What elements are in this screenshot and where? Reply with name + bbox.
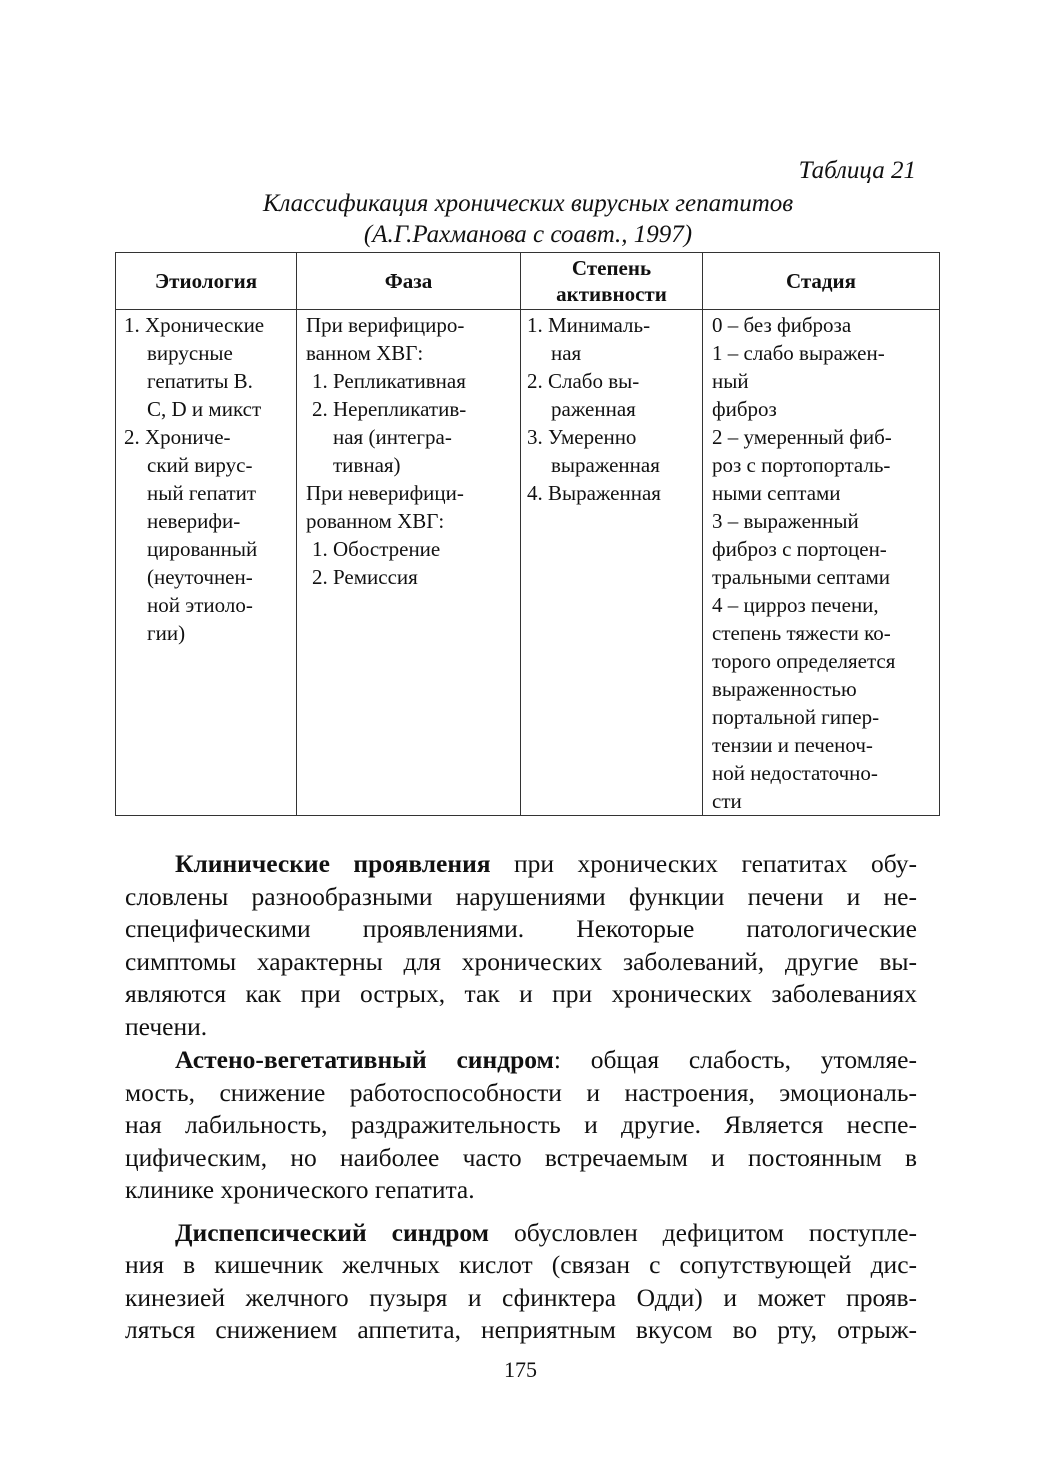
table-title-line: (А.Г.Рахманова с соавт., 1997)	[363, 221, 693, 248]
term-asthenic: Астено-вегетативный синдром	[175, 1045, 554, 1074]
body-text	[125, 848, 917, 1347]
paragraph-line: ния в кишечник желчных кислот (связан с сопутствующей дис-	[125, 1250, 917, 1279]
paragraph-asthenic	[125, 1044, 917, 1207]
cell-line: цированный	[147, 537, 258, 561]
paragraph-line: кинезией желчного пузыря и сфинктера Одди) и может прояв-	[125, 1282, 917, 1312]
paragraph-text: обусловлен дефицитом поступле-	[489, 1217, 917, 1247]
cell-line: 1 – слабо выражен-	[712, 341, 885, 365]
term-dyspeptic: Диспепсический синдром	[175, 1217, 490, 1247]
cell-line: вирусные	[147, 341, 233, 365]
cell-line: ными септами	[712, 481, 841, 505]
cell-line: 1. Минималь-	[527, 313, 651, 337]
cell-line: торого определяется	[712, 649, 896, 673]
table-title	[118, 188, 938, 250]
header-activity	[521, 253, 703, 310]
table-header-row	[116, 253, 940, 310]
paragraph-text: при хронических гепатитах обу-	[490, 849, 917, 878]
header-phase: Фаза	[297, 253, 521, 310]
cell-line: 1. Хронические	[124, 313, 265, 337]
cell-line: 2. Хрониче-	[124, 425, 231, 449]
cell-line: ванном ХВГ:	[306, 341, 424, 365]
cell-line: С, D и микст	[147, 397, 262, 421]
header-stage: Стадия	[703, 253, 940, 310]
page-number: 175	[504, 1357, 537, 1382]
cell-line: 2. Нерепликатив-	[312, 397, 467, 421]
cell-activity	[521, 310, 703, 816]
paragraph-line	[125, 1044, 917, 1077]
cell-line: 3 – выраженный	[712, 509, 859, 533]
classification-table	[115, 252, 940, 816]
paragraph-line: словлены разнообразными нарушениями функции печени и не-	[125, 881, 917, 911]
cell-line: ный гепатит	[147, 481, 257, 505]
table-row	[116, 310, 940, 816]
cell-line: выраженностью	[712, 677, 857, 701]
cell-line: тральными септами	[712, 565, 891, 589]
cell-stage	[703, 310, 940, 816]
cell-line: тивная)	[333, 453, 401, 477]
paragraph-line: клинике хронического гепатита.	[125, 1175, 475, 1204]
paragraph-line: являются как при острых, так и при хронических заболеваниях	[125, 979, 917, 1008]
table-title-line: Классификация хронических вирусных гепатитов	[262, 190, 794, 217]
cell-line: 2. Ремиссия	[312, 565, 418, 589]
paragraph-line: мость, снижение работоспособности и настроения, эмоциональ-	[125, 1077, 917, 1107]
paragraph-line: ляться снижением аппетита, неприятным вкусом во рту, отрыж-	[125, 1315, 917, 1344]
cell-line: раженная	[551, 397, 636, 421]
term-clinical: Клинические проявления	[175, 849, 491, 878]
cell-line: ский вирус-	[147, 453, 253, 477]
paragraph-line	[125, 1217, 917, 1250]
header-activity-line: активности	[556, 282, 667, 306]
cell-line: роз с портопорталь-	[712, 453, 891, 477]
cell-line: 1. Обострение	[312, 537, 441, 561]
cell-line: При неверифици-	[306, 481, 464, 505]
cell-phase	[297, 310, 521, 816]
cell-line: неверифи-	[147, 509, 241, 533]
cell-line: гепатиты В.	[147, 369, 253, 393]
cell-line: (неуточнен-	[147, 565, 253, 589]
cell-line: ной недостаточно-	[712, 761, 878, 785]
cell-line: выраженная	[551, 453, 660, 477]
cell-line: гии)	[147, 621, 186, 645]
header-activity-line: Степень	[571, 256, 652, 280]
paragraph-line: печени.	[125, 1011, 208, 1041]
cell-line: 2 – умеренный фиб-	[712, 425, 892, 449]
cell-etiology	[116, 310, 297, 816]
cell-line: ной этиоло-	[147, 593, 253, 617]
cell-line: 4. Выраженная	[527, 481, 661, 505]
paragraph-clinical	[125, 848, 917, 1043]
paragraph-dyspeptic	[125, 1217, 917, 1347]
paragraph-line: симптомы характерны для хронических заболеваний, другие вы-	[125, 946, 917, 976]
cell-line: 4 – цирроз печени,	[712, 593, 879, 617]
cell-line: 1. Репликативная	[312, 369, 466, 393]
cell-line: 0 – без фиброза	[712, 313, 852, 337]
header-etiology: Этиология	[116, 253, 297, 310]
cell-line: ная (интегра-	[333, 425, 452, 449]
table-number-label: Таблица 21	[798, 157, 916, 184]
paragraph-text: : общая слабость, утомляе-	[553, 1045, 917, 1074]
paragraph-line: цифическим, но наиболее часто встречаемым и постоянным в	[125, 1142, 917, 1172]
cell-line: ный	[712, 369, 749, 393]
paragraph-line: ная лабильность, раздражительность и другие. Является неспе-	[125, 1110, 917, 1139]
cell-line: фиброз с портоцен-	[712, 537, 887, 561]
paragraph-line	[125, 848, 917, 881]
cell-line: 2. Слабо вы-	[527, 369, 640, 393]
cell-line: портальной гипер-	[712, 705, 880, 729]
cell-line: степень тяжести ко-	[712, 621, 891, 645]
cell-line: 3. Умеренно	[527, 425, 637, 449]
cell-line: ная	[551, 341, 582, 365]
cell-line: При верифициро-	[306, 313, 465, 337]
cell-line: фиброз	[712, 397, 777, 421]
paragraph-line: специфическими проявлениями. Некоторые патологические	[125, 914, 917, 943]
cell-line: тензии и печеноч-	[712, 733, 873, 757]
cell-line: сти	[712, 789, 742, 813]
cell-line: рованном ХВГ:	[306, 509, 445, 533]
